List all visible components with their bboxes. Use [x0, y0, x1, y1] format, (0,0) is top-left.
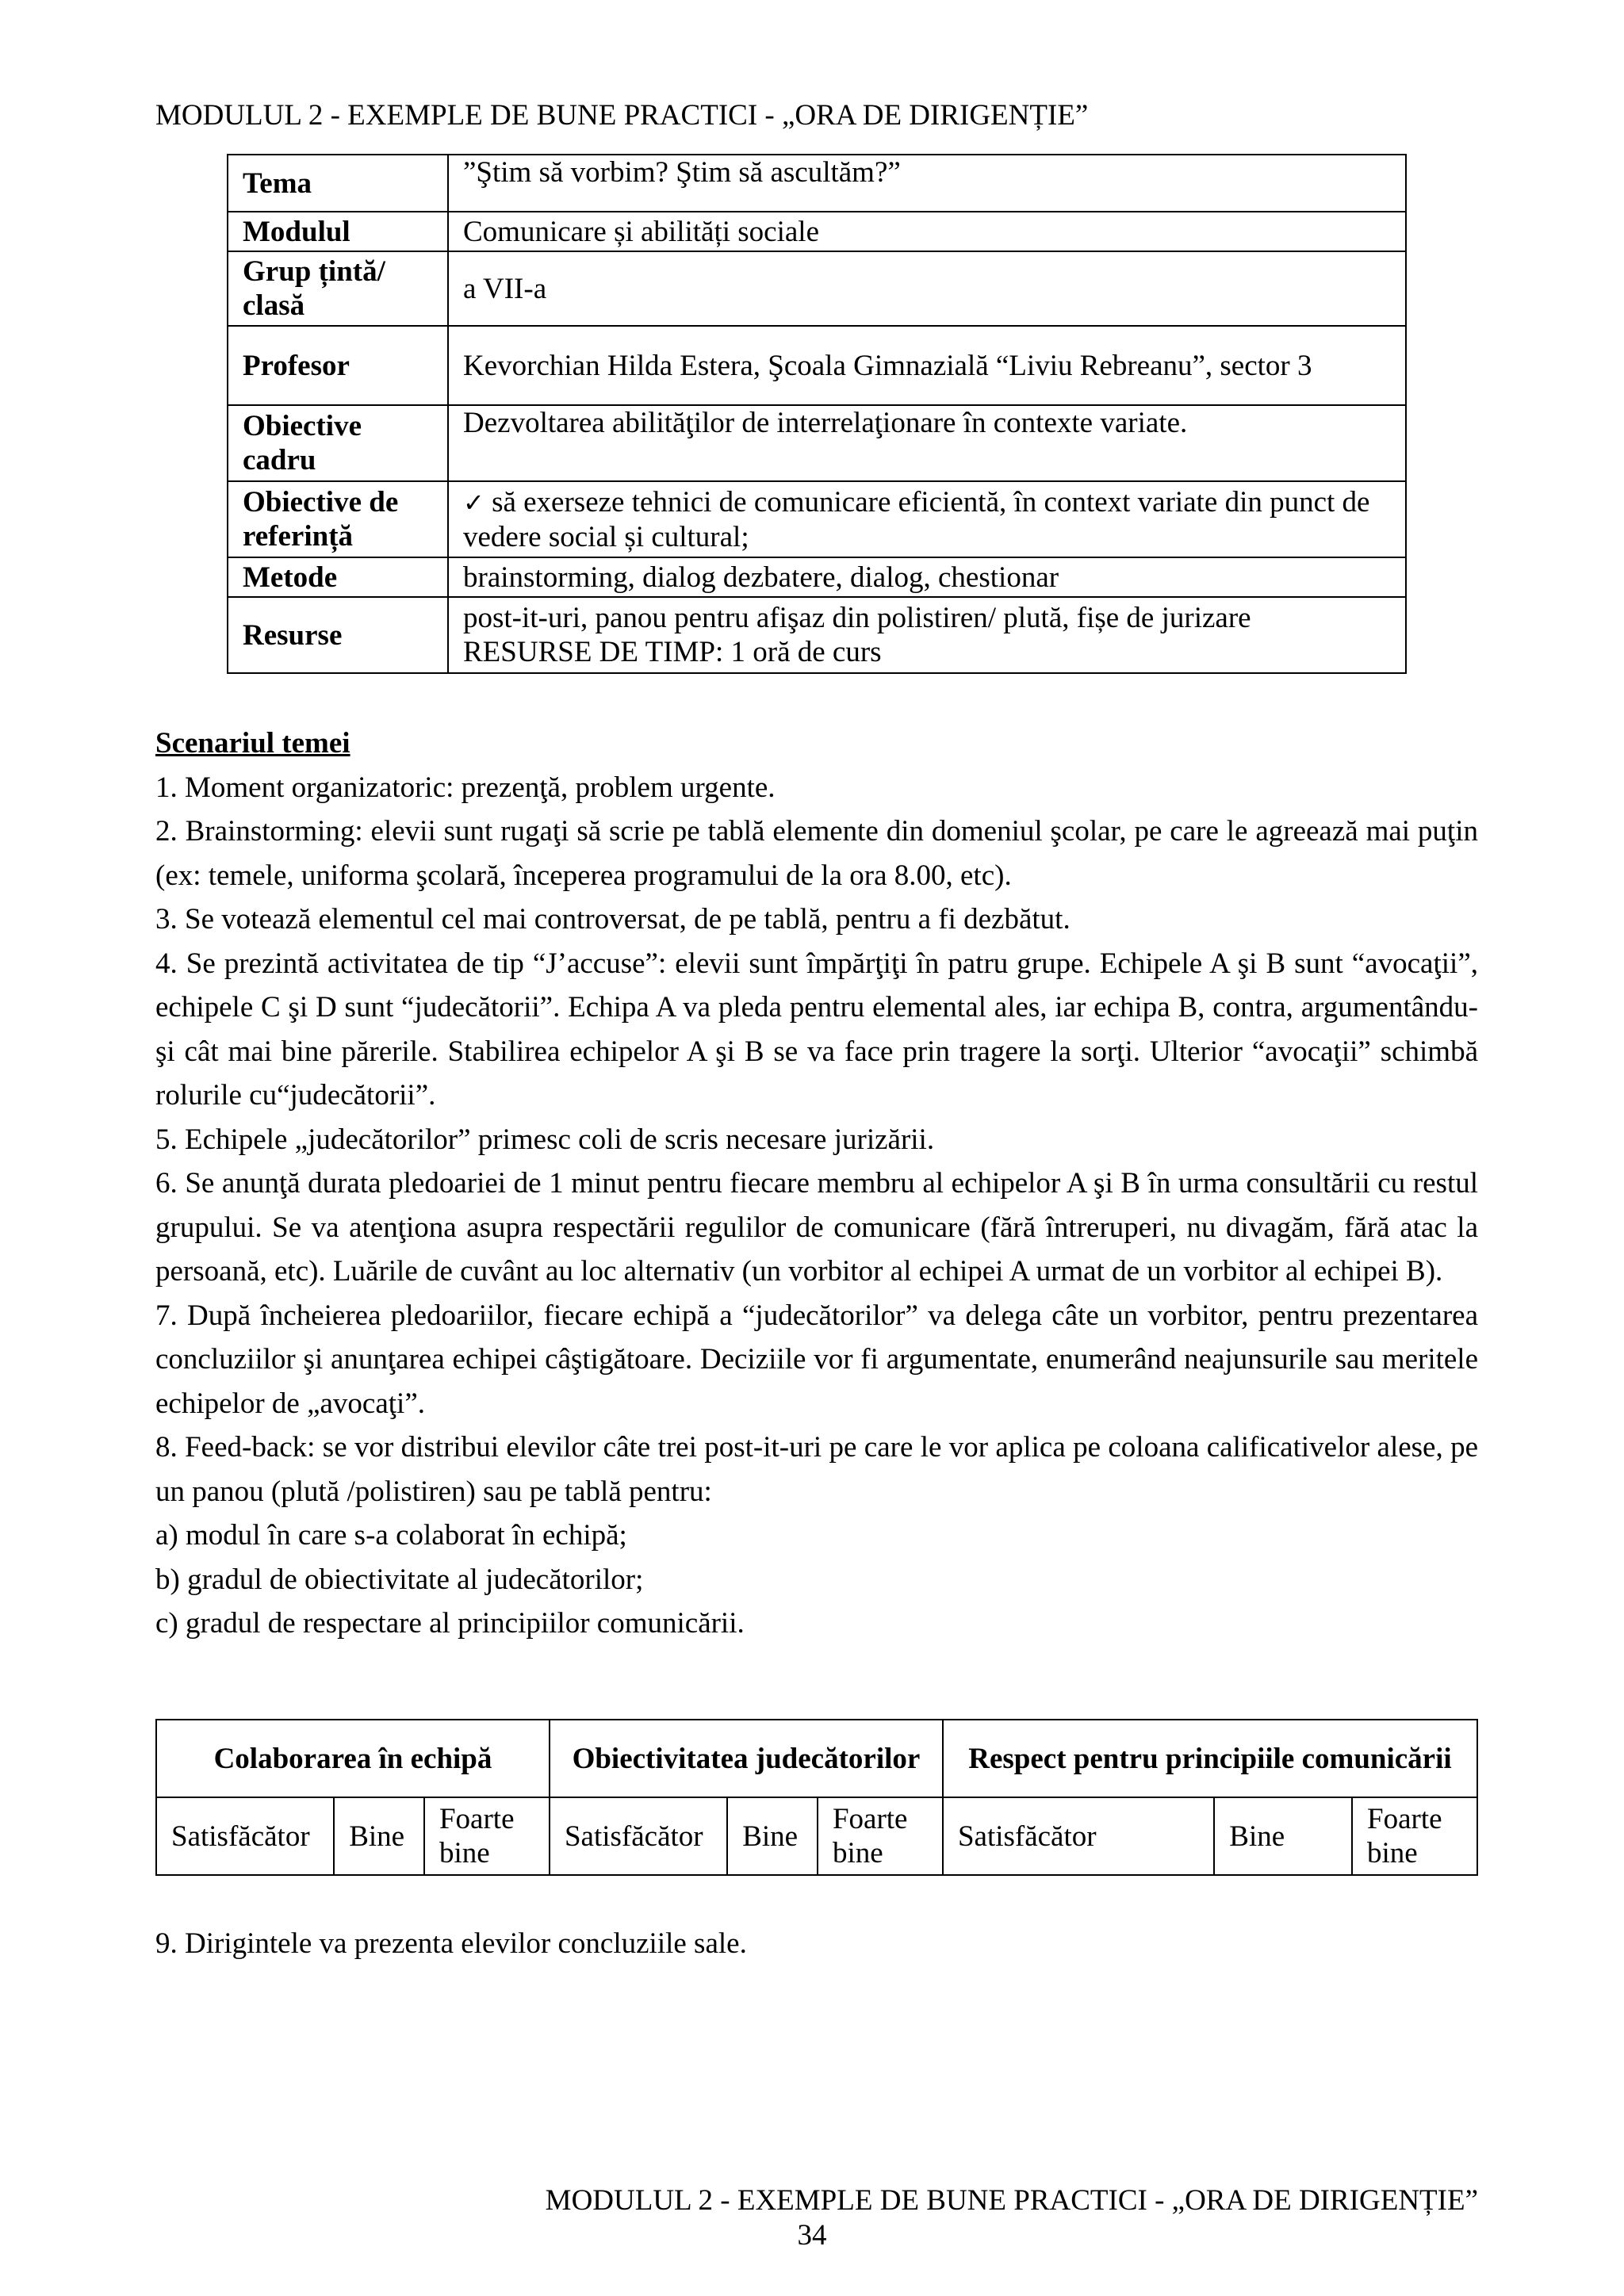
table-row: [228, 212, 1406, 251]
page-header: MODULUL 2 - EXEMPLE DE BUNE PRACTICI - „ORA DE DIRIGENȚIE”: [155, 99, 1089, 132]
row-label: Obiective de referință: [228, 481, 448, 557]
table-row: [228, 481, 1406, 557]
table-row: [156, 1797, 1477, 1875]
row-value: brainstorming, dialog dezbatere, dialog, chestionar: [448, 557, 1406, 597]
table-header-row: [156, 1720, 1477, 1797]
lesson-info-table: [227, 154, 1407, 674]
list-item: c) gradul de respectare al principiilor comunicării.: [155, 1607, 745, 1640]
feedback-table: [155, 1719, 1478, 1876]
row-label: Modulul: [228, 212, 448, 251]
row-label: Tema: [228, 155, 448, 212]
column-group-header: Obiectivitatea judecătorilor: [550, 1720, 943, 1797]
row-label: Resurse: [228, 597, 448, 673]
row-label: Grup țintă/ clasă: [228, 251, 448, 326]
list-item: 8. Feed-back: se vor distribui elevilor câte trei post-it-uri pe care le vor aplica pe coloana calificativelor alese, pe un panou (plută /polistiren) sau pe tablă pentru:: [155, 1431, 1478, 1508]
list-item: b) gradul de obiectivitate al judecătorilor;: [155, 1563, 644, 1596]
list-item: 2. Brainstorming: elevii sunt rugaţi să scrie pe tablă elemente din domeniul şcolar, pe care le agreează mai puţin (ex: temele, uniforma şcolară, începerea programului de la ora 8.00, etc).: [155, 815, 1478, 892]
column-group-header: Colaborarea în echipă: [156, 1720, 550, 1797]
row-label: Metode: [228, 557, 448, 597]
scenario-heading: Scenariul temei: [155, 727, 350, 760]
rating-cell: Foarte bine: [1352, 1797, 1477, 1875]
table-row: [228, 155, 1406, 212]
scenario-section: [155, 721, 1478, 1646]
table-row: [228, 557, 1406, 597]
resources-text: post-it-uri, panou pentru afişaz din polistiren/ plută, fișe de jurizare: [463, 602, 1251, 634]
page-number: 34: [797, 2219, 827, 2252]
row-value: ”Ştim să vorbim? Ştim să ascultăm?”: [448, 155, 1406, 212]
row-label: Profesor: [228, 326, 448, 405]
rating-cell: Foarte bine: [424, 1797, 550, 1875]
time-resources-text: RESURSE DE TIMP: 1 oră de curs: [463, 636, 882, 668]
rating-cell: Bine: [727, 1797, 818, 1875]
final-item: 9. Dirigintele va prezenta elevilor concluziile sale.: [155, 1927, 747, 1960]
rating-cell: Satisfăcător: [156, 1797, 334, 1875]
row-label: Obiective cadru: [228, 405, 448, 481]
row-value: Dezvoltarea abilităţilor de interrelaţionare în contexte variate.: [448, 405, 1406, 481]
list-item: 5. Echipele „judecătorilor” primesc coli de scris necesare jurizării.: [155, 1123, 935, 1156]
row-value: Kevorchian Hilda Estera, Şcoala Gimnazială “Liviu Rebreanu”, sector 3: [448, 326, 1406, 405]
list-item: 3. Se votează elementul cel mai controversat, de pe tablă, pentru a fi dezbătut.: [155, 903, 1071, 936]
row-value: a VII-a: [448, 251, 1406, 326]
page-footer: MODULUL 2 - EXEMPLE DE BUNE PRACTICI - „ORA DE DIRIGENȚIE”: [545, 2184, 1478, 2217]
table-row: [228, 597, 1406, 673]
row-value: [448, 481, 1406, 557]
list-item: 7. După încheierea pledoariilor, fiecare echipă a “judecătorilor” va delega câte un vorbitor, pentru prezentarea concluziilor şi anunţarea echipei câştigătoare. Deciziile vor fi argumentate, enumerând neajunsurile sau meritele echipelor de „avocaţi”.: [155, 1299, 1478, 1420]
list-item: 6. Se anunţă durata pledoariei de 1 minut pentru fiecare membru al echipelor A şi B în urma consultării cu restul grupului. Se va atenţiona asupra respectării regulilor de comunicare (fără întreruperi, nu divagăm, fără atac la persoană, etc). Luările de cuvânt au loc alternativ (un vorbitor al echipei A urmat de un vorbitor al echipei B).: [155, 1167, 1478, 1288]
list-item: 4. Se prezintă activitatea de tip “J’accuse”: elevii sunt împărţiţi în patru grupe. Echipele A şi B sunt “avocaţii”, echipele C şi D sunt “judecătorii”. Echipa A va pleda pentru elemental ales, iar echipa B, contra, argumentându-şi cât mai bine părerile. Stabilirea echipelor A şi B se va face prin tragere la sorţi. Ulterior “avocaţii” schimbă rolurile cu“judecătorii”.: [155, 947, 1478, 1112]
rating-cell: Bine: [334, 1797, 424, 1875]
objective-text: să exerseze tehnici de comunicare eficientă, în context variate din punct de vedere social și cultural;: [463, 485, 1370, 553]
row-value: [448, 597, 1406, 673]
table-row: [228, 251, 1406, 326]
row-value: Comunicare și abilități sociale: [448, 212, 1406, 251]
rating-cell: Satisfăcător: [943, 1797, 1214, 1875]
list-item: 1. Moment organizatoric: prezenţă, problem urgente.: [155, 771, 776, 804]
table-row: [228, 326, 1406, 405]
rating-cell: Satisfăcător: [550, 1797, 727, 1875]
column-group-header: Respect pentru principiile comunicării: [943, 1720, 1477, 1797]
table-row: [228, 405, 1406, 481]
list-item: a) modul în care s-a colaborat în echipă;: [155, 1519, 627, 1552]
rating-cell: Bine: [1214, 1797, 1352, 1875]
rating-cell: Foarte bine: [818, 1797, 943, 1875]
checkmark-icon: ✓: [463, 487, 485, 518]
